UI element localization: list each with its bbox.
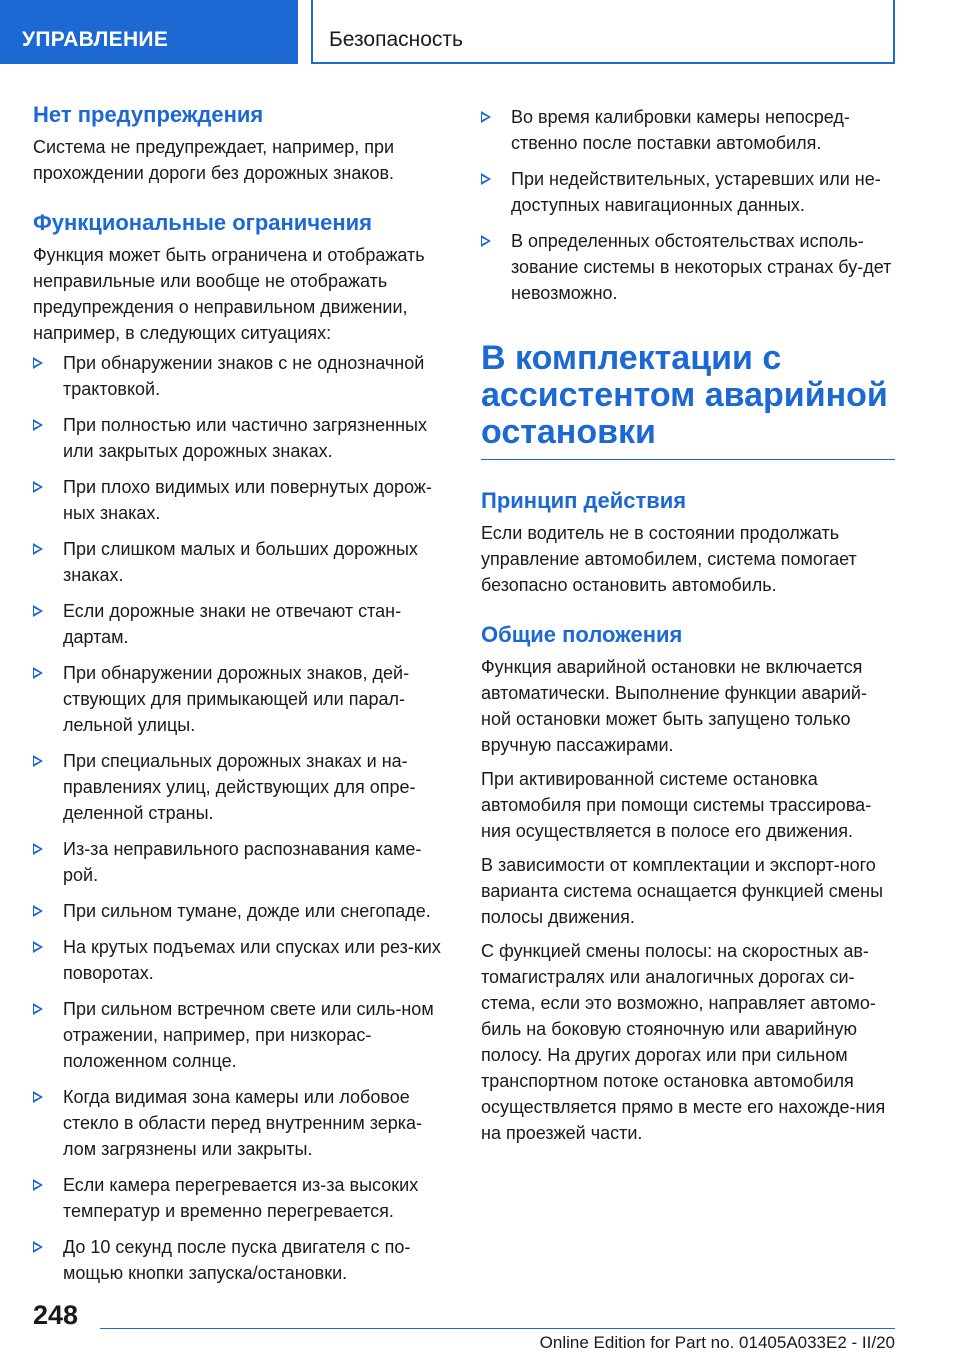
principle-heading: Принцип действия <box>481 488 687 513</box>
left-column <box>33 100 447 1296</box>
list-item-text: При полностью или частично загрязненных или закрытых дорожных знаках. <box>63 415 427 461</box>
no-warning-text: Система не предупреждает, например, при прохождении дороги без дорожных знаков. <box>33 137 395 183</box>
chapter-title: В комплектации с ассистентом аварийной остановки <box>481 340 895 460</box>
triangle-bullet-icon <box>33 1003 43 1015</box>
general-paragraph: В зависимости от комплектации и экспорт-ного варианта система оснащается функцией смены полосы движения. <box>481 855 884 927</box>
triangle-bullet-icon <box>33 941 43 953</box>
triangle-bullet-icon <box>33 481 43 493</box>
list-item-text: До 10 секунд после пуска двигателя с по-мощью кнопки запуска/остановки. <box>63 1237 411 1283</box>
list-item <box>33 1234 447 1286</box>
triangle-bullet-icon <box>33 667 43 679</box>
list-item <box>33 934 447 986</box>
list-item <box>33 660 447 738</box>
list-item-text: При недействительных, устаревших или не-доступных навигационных данных. <box>511 169 881 215</box>
general-heading: Общие положения <box>481 622 683 647</box>
triangle-bullet-icon <box>33 1179 43 1191</box>
list-item <box>33 536 447 588</box>
header-tab-label: УПРАВЛЕНИЕ <box>22 28 169 51</box>
list-item <box>33 1172 447 1224</box>
list-item-text: При сильном тумане, дожде или снегопаде. <box>63 901 431 921</box>
list-item-text: Во время калибровки камеры непосред-ственно после поставки автомобиля. <box>511 107 850 153</box>
triangle-bullet-icon <box>33 543 43 555</box>
list-item-text: При обнаружении знаков с не однозначной трактовкой. <box>63 353 425 399</box>
section-title: Безопасность <box>329 28 463 51</box>
principle-text: Если водитель не в состоянии продолжать управление автомобилем, система помогает безопасно остановить автомобиль. <box>481 523 857 595</box>
list-item-text: При специальных дорожных знаках и на-правлениях улиц, действующих для опре-деленной страны. <box>63 751 416 823</box>
list-item-text: При плохо видимых или повернутых дорож-ных знаках. <box>63 477 432 523</box>
list-item <box>33 996 447 1074</box>
page-number: 248 <box>33 1300 79 1330</box>
general-paragraph: Функция аварийной остановки не включается автоматически. Выполнение функции аварий-ной остановки может быть запущено только вручную пассажирами. <box>481 657 867 755</box>
triangle-bullet-icon <box>33 419 43 431</box>
footer-divider <box>100 1328 895 1329</box>
list-item <box>481 228 895 306</box>
list-item-text: При слишком малых и больших дорожных знаках. <box>63 539 418 585</box>
edition-text: Online Edition for Part no. 01405A033E2 - II/20 <box>539 1333 895 1352</box>
list-item <box>33 350 447 402</box>
triangle-bullet-icon <box>481 111 491 123</box>
list-item <box>33 412 447 464</box>
header-section <box>311 0 895 64</box>
limits-list-continued <box>481 104 895 306</box>
list-item-text: Из-за неправильного распознавания каме-рой. <box>63 839 422 885</box>
limits-text: Функция может быть ограничена и отображать неправильные или вообще не отображать предупреждения о неправильном движении, например, в следующих ситуациях: <box>33 245 425 343</box>
triangle-bullet-icon <box>33 905 43 917</box>
list-item <box>33 748 447 826</box>
triangle-bullet-icon <box>33 605 43 617</box>
list-item-text: На крутых подъемах или спусках или рез-ких поворотах. <box>63 937 441 983</box>
header-tab <box>0 0 298 64</box>
list-item <box>33 598 447 650</box>
list-item <box>481 166 895 218</box>
list-item-text: При обнаружении дорожных знаков, дей-ствующих для примыкающей или парал-лельной улицы. <box>63 663 410 735</box>
triangle-bullet-icon <box>33 755 43 767</box>
list-item-text: При сильном встречном свете или силь-ном отражении, например, при низкорас-положенном солнце. <box>63 999 434 1071</box>
list-item <box>33 474 447 526</box>
list-item-text: Когда видимая зона камеры или лобовое стекло в области перед внутренним зерка-лом загрязнены или закрыты. <box>63 1087 423 1159</box>
no-warning-heading: Нет предупреждения <box>33 102 264 127</box>
triangle-bullet-icon <box>481 173 491 185</box>
limits-heading: Функциональные ограничения <box>33 210 372 235</box>
triangle-bullet-icon <box>33 1091 43 1103</box>
triangle-bullet-icon <box>481 235 491 247</box>
list-item-text: Если камера перегревается из-за высоких температур и временно перегревается. <box>63 1175 419 1221</box>
list-item <box>33 898 447 924</box>
list-item <box>481 104 895 156</box>
triangle-bullet-icon <box>33 357 43 369</box>
list-item-text: Если дорожные знаки не отвечают стан-дартам. <box>63 601 402 647</box>
list-item <box>33 1084 447 1162</box>
triangle-bullet-icon <box>33 843 43 855</box>
limits-list <box>33 350 447 1286</box>
triangle-bullet-icon <box>33 1241 43 1253</box>
list-item <box>33 836 447 888</box>
list-item-text: В определенных обстоятельствах исполь-зование системы в некоторых странах бу-дет невозможно. <box>511 231 892 303</box>
general-paragraph: При активированной системе остановка автомобиля при помощи системы трассирова-ния осуществляется в полосе его движения. <box>481 769 872 841</box>
right-column <box>481 100 895 1146</box>
general-paragraph: С функцией смены полосы: на скоростных ав-томагистралях или аналогичных дорогах си-стема, если это возможно, направляет автомо-биль на боковую стояночную или аварийную полосу. На других дорогах или при сильном транспортном потоке остановка автомобиля осуществляется прямо в месте его нахожде-ния на проезжей части. <box>481 941 886 1143</box>
